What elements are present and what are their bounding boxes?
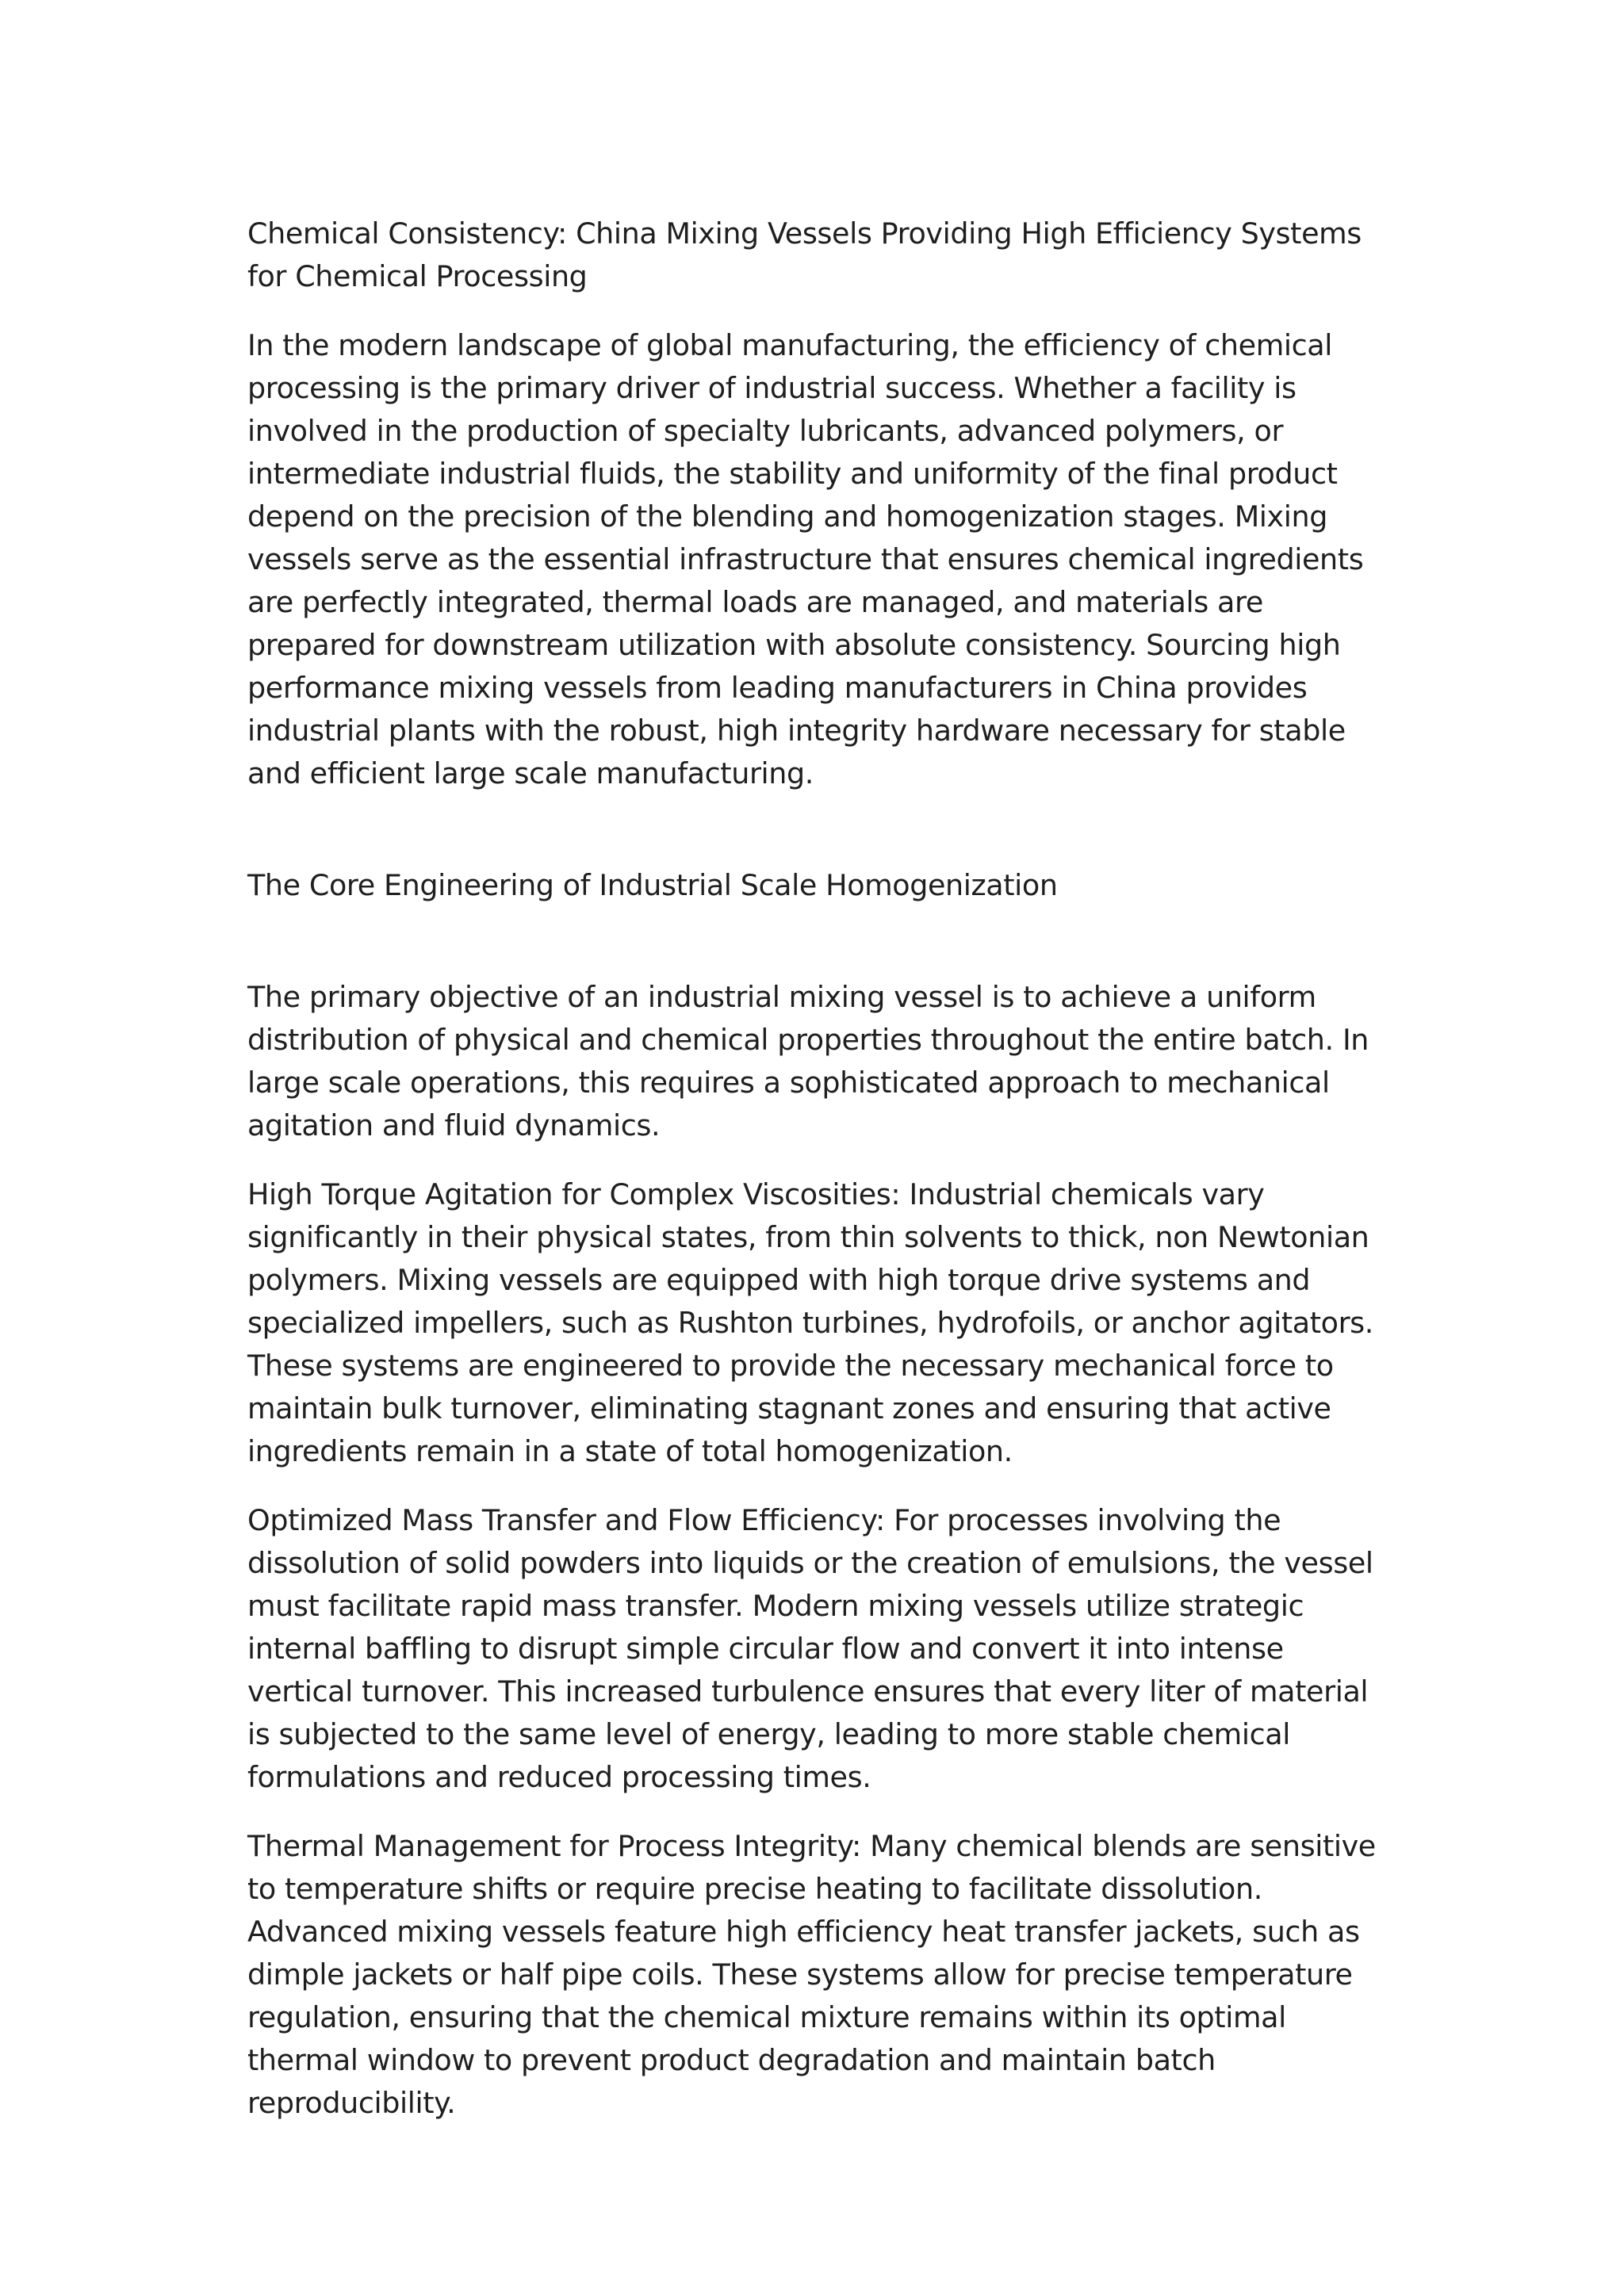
document-title: Chemical Consistency: China Mixing Vessels Providing High Efficiency Systems for Chemical Processing — [247, 216, 1362, 293]
body-paragraph: Thermal Management for Process Integrity: Many chemical blends are sensitive to temperature shifts or require precise heating to facilitate dissolution. Advanced mixing vessels feature high efficiency heat transfer jackets, such as dimple jackets or half pipe coils. These systems allow for precise temperature regulation, ensuring that the chemical mixture remains within its optimal thermal window to prevent product degradation and maintain batch reproducibility. — [247, 1829, 1376, 2120]
intro-paragraph: In the modern landscape of global manufacturing, the efficiency of chemical processing is the primary driver of industrial success. Whether a facility is involved in the production of specialty lubricants, advanced polymers, or intermediate industrial fluids, the stability and uniformity of the final product depend on the precision of the blending and homogenization stages. Mixing vessels serve as the essential infrastructure that ensures chemical ingredients are perfectly integrated, thermal loads are managed, and materials are prepared for downstream utilization with absolute consistency. Sourcing high performance mixing vessels from leading manufacturers in China provides industrial plants with the robust, high integrity hardware necessary for stable and efficient large scale manufacturing. — [247, 328, 1364, 790]
body-paragraph: The primary objective of an industrial mixing vessel is to achieve a uniform distribution of physical and chemical properties throughout the entire batch. In large scale operations, this requires a sophisticated approach to mechanical agitation and fluid dynamics. — [247, 980, 1369, 1142]
body-paragraph: High Torque Agitation for Complex Viscosities: Industrial chemicals vary significantly in their physical states, from thin solvents to thick, non Newtonian polymers. Mixing vessels are equipped with high torque drive systems and specialized impellers, such as Rushton turbines, hydrofoils, or anchor agitators. These systems are engineered to provide the necessary mechanical force to maintain bulk turnover, eliminating stagnant zones and ensuring that active ingredients remain in a state of total homogenization. — [247, 1177, 1373, 1468]
section-heading: The Core Engineering of Industrial Scale Homogenization — [247, 868, 1058, 902]
document-page — [247, 212, 1389, 2151]
body-paragraph: Optimized Mass Transfer and Flow Efficiency: For processes involving the dissolution of solid powders into liquids or the creation of emulsions, the vessel must facilitate rapid mass transfer. Modern mixing vessels utilize strategic internal baffling to disrupt simple circular flow and convert it into intense vertical turnover. This increased turbulence ensures that every liter of material is subjected to the same level of energy, leading to more stable chemical formulations and reduced processing times. — [247, 1503, 1373, 1794]
